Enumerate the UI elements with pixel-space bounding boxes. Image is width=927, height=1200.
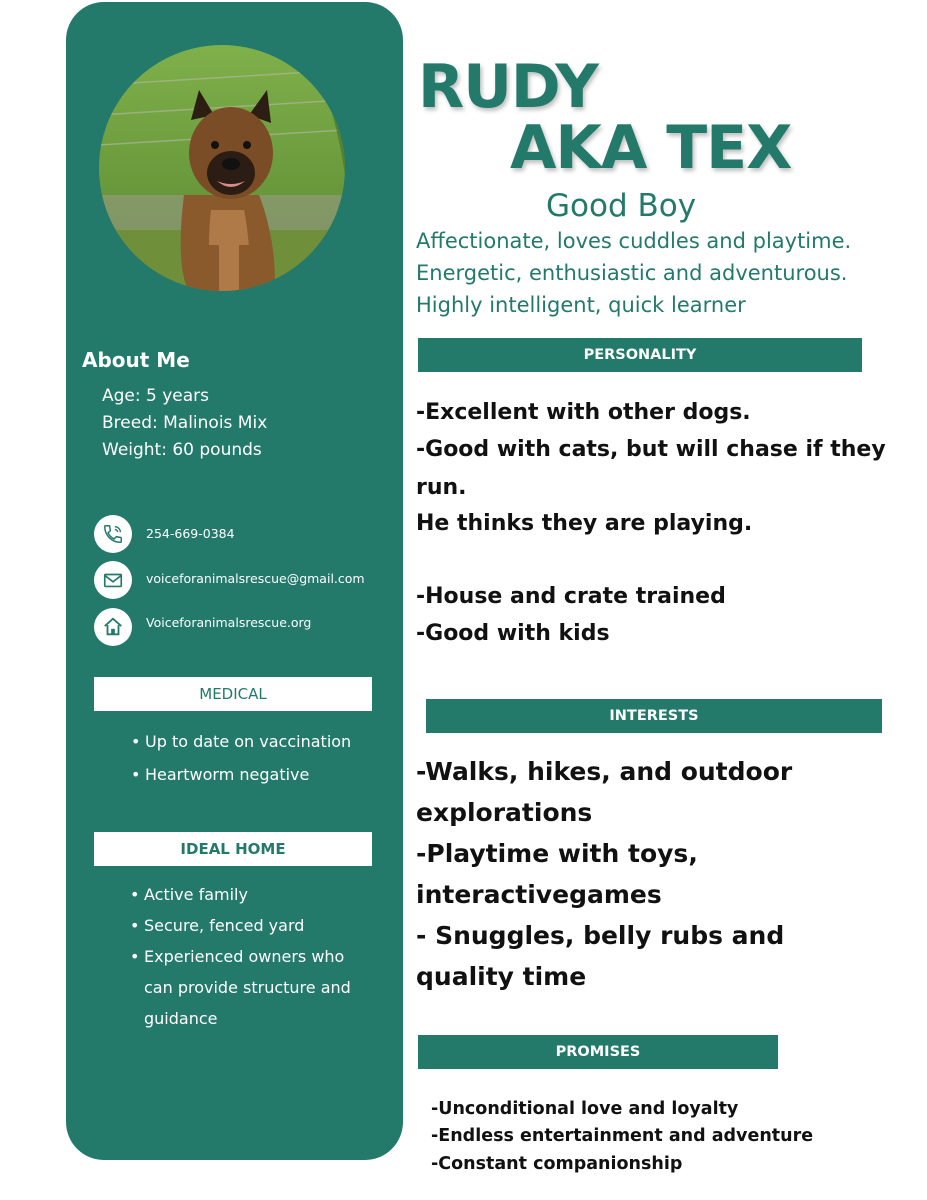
medical-item: • Heartworm negative [131, 765, 310, 784]
ideal-home-item-cont: can provide structure and [144, 978, 351, 997]
mail-icon [94, 561, 132, 599]
phone-number[interactable]: 254-669-0384 [146, 526, 235, 541]
age-text: Age: 5 years [102, 386, 210, 406]
interest-line: explorations [416, 798, 593, 827]
dog-alias: AKA TEX [510, 113, 792, 183]
interests-banner: INTERESTS [426, 699, 882, 733]
personality-line: -Good with kids [416, 621, 610, 646]
email-address[interactable]: voiceforanimalsrescue@gmail.com [146, 571, 365, 586]
trait-line: Affectionate, loves cuddles and playtime. [416, 229, 852, 253]
ideal-home-item-cont: guidance [144, 1009, 218, 1028]
breed-text: Breed: Malinois Mix [102, 413, 268, 433]
promise-line: -Constant companionship [431, 1154, 683, 1174]
dog-photo [99, 45, 345, 291]
dog-name: RUDY [418, 52, 598, 122]
ideal-home-item: • Active family [130, 885, 248, 904]
home-icon [94, 608, 132, 646]
personality-line: -House and crate trained [416, 584, 726, 609]
ideal-home-item: • Experienced owners who [130, 947, 345, 966]
promises-banner: PROMISES [418, 1035, 778, 1069]
medical-item: • Up to date on vaccination [131, 732, 352, 751]
interest-line: quality time [416, 962, 587, 991]
about-me-title: About Me [82, 348, 190, 372]
ideal-home-banner: IDEAL HOME [94, 832, 372, 866]
interest-line: interactivegames [416, 880, 662, 909]
interest-line: -Walks, hikes, and outdoor [416, 757, 793, 786]
medical-banner: MEDICAL [94, 677, 372, 711]
personality-line: -Good with cats, but will chase if they [416, 437, 886, 462]
promise-line: -Unconditional love and loyalty [431, 1099, 739, 1119]
weight-text: Weight: 60 pounds [102, 440, 262, 460]
personality-banner: PERSONALITY [418, 338, 862, 372]
personality-line: run. [416, 475, 467, 500]
website-link[interactable]: Voiceforanimalsrescue.org [146, 615, 312, 630]
personality-line: -Excellent with other dogs. [416, 400, 751, 425]
ideal-home-item: • Secure, fenced yard [130, 916, 305, 935]
interest-line: - Snuggles, belly rubs and [416, 921, 785, 950]
phone-icon [94, 515, 132, 553]
personality-line: He thinks they are playing. [416, 511, 753, 536]
subtitle: Good Boy [546, 188, 697, 224]
promise-line: -Endless entertainment and adventure [431, 1126, 814, 1146]
trait-line: Energetic, enthusiastic and adventurous. [416, 261, 848, 285]
interest-line: -Playtime with toys, [416, 839, 698, 868]
dog-illustration [99, 45, 345, 291]
trait-line: Highly intelligent, quick learner [416, 293, 746, 317]
